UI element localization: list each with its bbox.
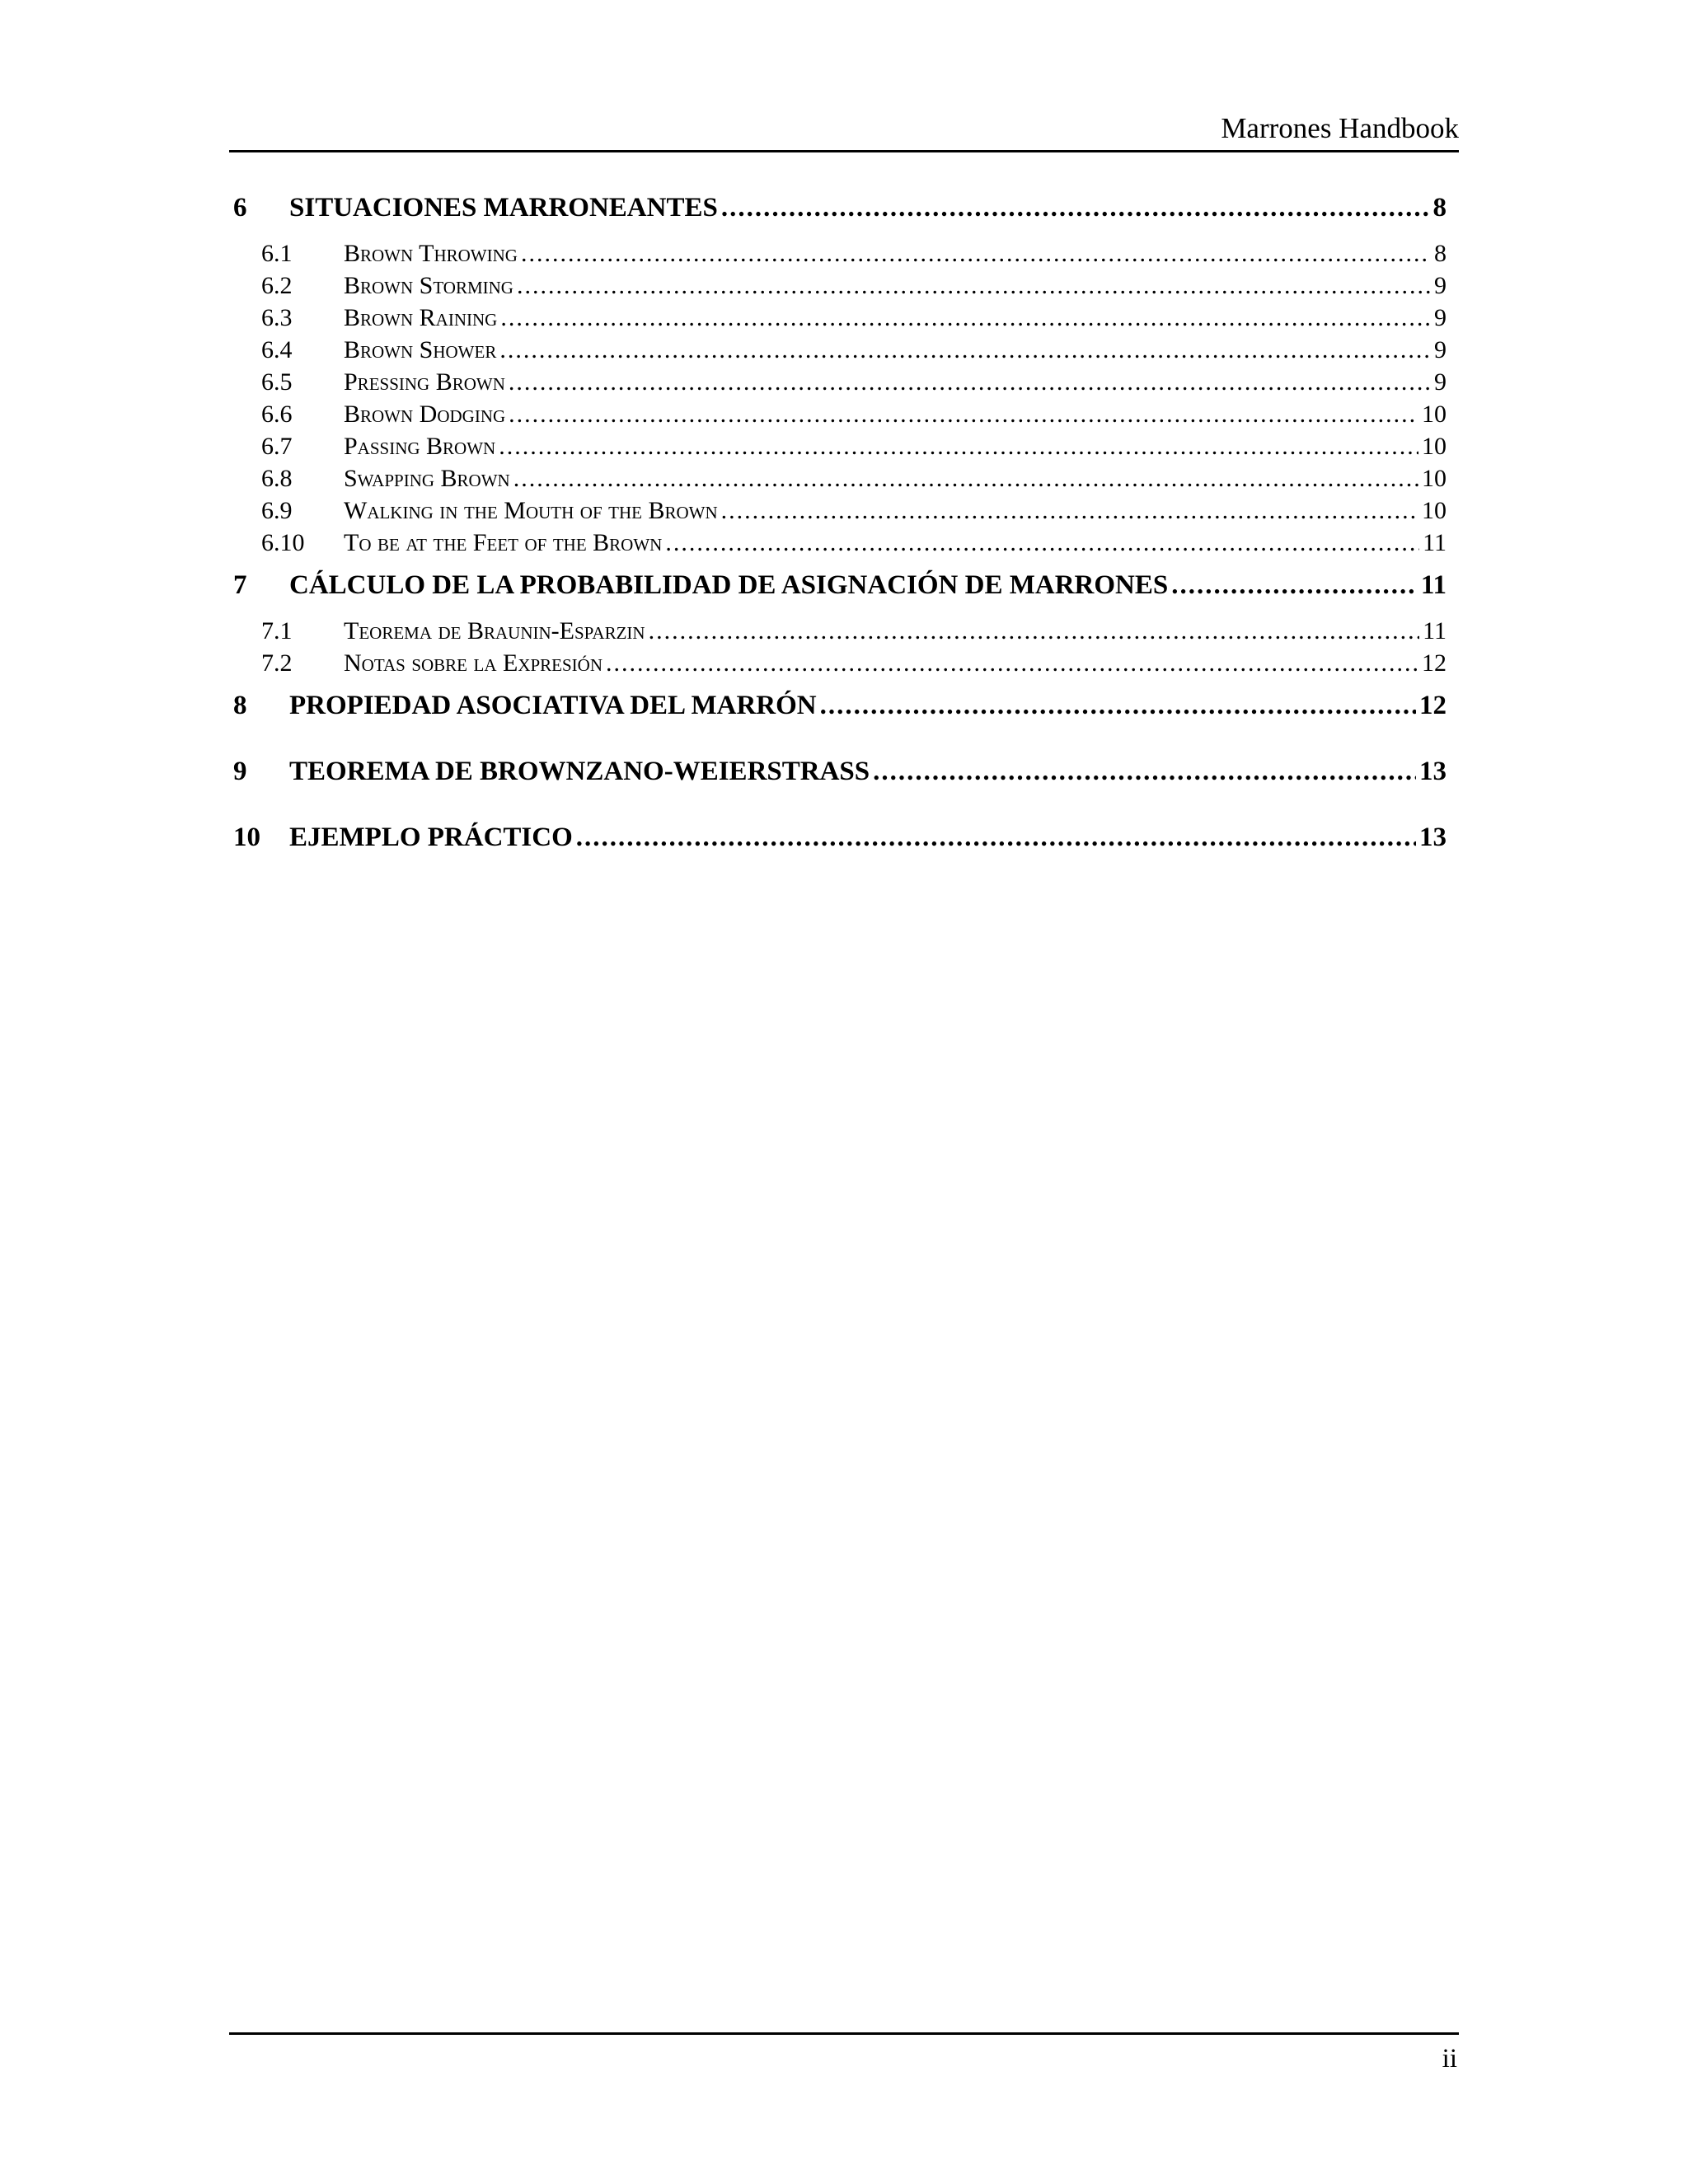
toc-title: Brown Shower [344,336,497,363]
toc-page: 8 [1432,193,1447,223]
toc-entry-6-2[interactable] [233,269,1447,302]
toc-number: 6.9 [261,497,293,524]
toc-leader [509,366,1431,398]
toc-entry-6[interactable] [233,191,1447,224]
toc-entry-7-1[interactable] [233,615,1447,647]
toc-title: To be at the Feet of the Brown [344,529,663,556]
toc-page: 11 [1423,529,1447,556]
toc-title: Brown Throwing [344,240,518,267]
toc-leader [665,527,1419,559]
toc-leader [517,269,1431,302]
toc-entry-6-10[interactable] [233,527,1447,559]
toc-leader [509,398,1418,430]
toc-page: 9 [1434,272,1447,299]
toc-title: Teorema de Braunin-Esparzin [344,617,645,644]
toc-title: Swapping Brown [344,465,510,492]
toc-entry-7-2[interactable] [233,647,1447,679]
toc-number: 6.5 [261,368,293,396]
toc-page: 13 [1419,757,1447,786]
toc-number: 6.6 [261,401,293,428]
toc-leader [606,647,1418,679]
toc-entry-6-6[interactable] [233,398,1447,430]
toc-leader [521,237,1431,269]
toc-leader [649,615,1420,647]
toc-page: 8 [1434,240,1447,267]
toc-title: Walking in the Mouth of the Brown [344,497,718,524]
toc-number: 6.10 [261,529,305,556]
toc-leader [820,689,1416,722]
toc-page: 10 [1422,401,1447,428]
toc-entry-6-8[interactable] [233,462,1447,494]
toc-leader [499,334,1431,366]
toc-leader [513,462,1418,494]
toc-leader [500,302,1431,334]
toc-leader [576,821,1416,854]
toc-leader [721,494,1418,527]
toc-page: 11 [1423,617,1447,644]
toc-number: 6 [233,193,247,223]
toc-title: SITUACIONES MARRONEANTES [289,193,718,223]
toc-page: 9 [1434,368,1447,396]
toc-title: Pressing Brown [344,368,505,396]
toc-number: 6.2 [261,272,293,299]
toc-leader [873,755,1416,788]
footer-page-number: ii [1442,2044,1457,2074]
toc-page: 9 [1434,304,1447,331]
toc-title: Brown Raining [344,304,498,331]
toc-title: CÁLCULO DE LA PROBABILIDAD DE ASIGNACIÓN DE MARRONES [289,570,1169,600]
toc-number: 9 [233,757,247,786]
toc-entry-6-3[interactable] [233,302,1447,334]
toc-number: 7.2 [261,649,293,677]
toc-page: 10 [1422,465,1447,492]
toc-number: 6.4 [261,336,293,363]
toc-page: 12 [1419,691,1447,720]
toc-title: Notas sobre la Expresión [344,649,603,677]
toc-entry-6-7[interactable] [233,430,1447,462]
toc-page: 10 [1422,497,1447,524]
toc-leader [721,191,1430,224]
toc-page: 12 [1422,649,1447,677]
toc-entry-9[interactable] [233,755,1447,788]
toc-number: 7.1 [261,617,293,644]
toc-entry-6-4[interactable] [233,334,1447,366]
toc-number: 6.1 [261,240,293,267]
toc-leader [1171,569,1418,602]
toc-entry-6-5[interactable] [233,366,1447,398]
table-of-contents [233,191,1447,854]
toc-leader [499,430,1418,462]
toc-entry-6-1[interactable] [233,237,1447,269]
toc-number: 8 [233,691,247,720]
footer-rule [229,2032,1459,2035]
toc-title: TEOREMA DE BROWNZANO-WEIERSTRASS [289,757,870,786]
toc-title: Brown Dodging [344,401,506,428]
toc-title: Brown Storming [344,272,513,299]
toc-page: 13 [1419,823,1447,852]
toc-page: 11 [1420,570,1447,600]
toc-number: 6.8 [261,465,293,492]
toc-entry-7[interactable] [233,569,1447,602]
toc-entry-10[interactable] [233,821,1447,854]
toc-page: 9 [1434,336,1447,363]
toc-page: 10 [1422,433,1447,460]
header-rule [229,150,1459,152]
toc-entry-6-9[interactable] [233,494,1447,527]
toc-title: Passing Brown [344,433,496,460]
toc-number: 6.7 [261,433,293,460]
toc-number: 10 [233,823,260,852]
running-header-title: Marrones Handbook [1221,112,1459,144]
toc-title: EJEMPLO PRÁCTICO [289,823,573,852]
toc-title: PROPIEDAD ASOCIATIVA DEL MARRÓN [289,691,817,720]
toc-number: 7 [233,570,247,600]
toc-entry-8[interactable] [233,689,1447,722]
toc-number: 6.3 [261,304,293,331]
